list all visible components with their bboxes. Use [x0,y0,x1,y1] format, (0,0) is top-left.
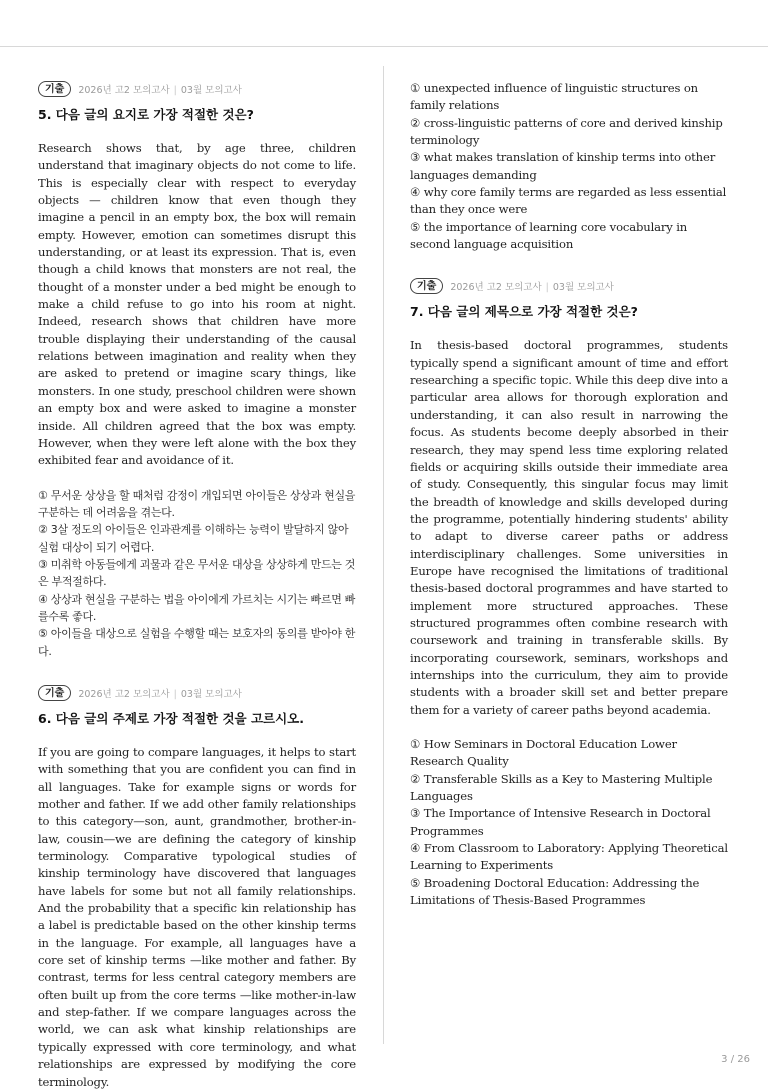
exam-month: 03월 모의고사 [180,85,242,96]
column-divider [383,66,384,1044]
answer-choice[interactable]: ② cross-linguistic patterns of core and derived kinship terminology [410,115,723,148]
answer-choice[interactable]: ③ 미취학 아동들에게 괴물과 같은 무서운 대상을 상상하게 만드는 것은 부적절하다. [38,557,356,589]
question-title: 5. 다음 글의 요지로 가장 적절한 것은? [38,107,254,122]
right-column [410,80,728,909]
answer-choice[interactable]: ⑤ the importance of learning core vocabulary in second language acquisition [410,219,688,252]
exam-source: 2026년 고2 모의고사 | 03월 모의고사 [78,85,242,96]
question-source-line [38,684,356,702]
question-6 [38,684,356,1091]
answer-choice[interactable]: ④ why core family terms are regarded as less essential than they once were [410,185,727,217]
answer-choice[interactable]: ④ From Classroom to Laboratory: Applying Theoretical Learning to Experiments [410,841,728,873]
left-column [38,80,356,1091]
exam-year-grade: 2026년 고2 모의고사 [78,688,170,700]
question-source-line [38,80,356,98]
past-exam-tag: 기출 [410,278,443,294]
answer-choices [38,487,356,660]
question-title: 7. 다음 글의 제목으로 가장 적절한 것은? [410,304,638,320]
answer-choices [410,736,728,909]
question-passage: If you are going to compare languages, it helps to start with something that you are confident you can find in all languages. Take for example signs or words for mother and father. If we add other family relationships to this category—son, aunt, grandmother, brother-in-law, cousin—we are defining the category of kinship terminology. Comparative typological studies of kinship terminology have discovered that languages have labels for some but not all family relationships. And the probability that a specific kin relationship has a label is predictable based on the other kinship terms in the language. For example, all languages have a core set of kinship terms —like mother and father. By contrast, terms for less central category members are often built up from the core terms —like mother-in-law and step-father. If we compare languages across the world, we can ask what kinship relationships are typically expressed with core terminology, and what relationships are expressed by modifying the core terminology. [38,744,356,1089]
answer-choice[interactable]: ⑤ 아이들을 대상으로 실험을 수행할 때는 보호자의 동의를 받아야 한다. [38,627,356,658]
answer-choice[interactable]: ③ what makes translation of kinship terms into other languages demanding [410,150,716,182]
answer-choice[interactable]: ① 무서운 상상을 할 때처럼 감정이 개입되면 아이들은 상상과 현실을 구분하는 데 어려움을 겪는다. [38,488,356,519]
answer-choice[interactable]: ③ The Importance of Intensive Research in Doctoral Programmes [410,806,711,838]
exam-year-grade: 2026년 고2 모의고사 [78,85,170,96]
question-title: 6. 다음 글의 주제로 가장 적절한 것을 고르시오. [38,710,305,726]
question-source-line [410,277,728,295]
past-exam-tag: 기출 [38,81,71,97]
answer-choice[interactable]: ② Transferable Skills as a Key to Mastering Multiple Languages [410,771,713,804]
answer-choice[interactable]: ① How Seminars in Doctoral Education Lower Research Quality [410,737,677,769]
exam-month: 03월 모의고사 [552,282,614,294]
answer-choice[interactable]: ② 3살 정도의 아이들은 인과관계를 이해하는 능력이 발달하지 않아 실험 대상이 되기 어렵다. [38,523,349,554]
exam-year-grade: 2026년 고2 모의고사 [450,282,542,294]
answer-choice[interactable]: ④ 상상과 현실을 구분하는 법을 아이에게 가르치는 시기는 빠르면 빠를수록 좋다. [38,592,356,623]
past-exam-tag: 기출 [38,685,71,701]
question-passage: In thesis-based doctoral programmes, students typically spend a significant amount of time and effort researching a specific topic. While this deep dive into a particular area allows for thorough exploration and understanding, it can also result in narrowing the focus. As students become deeply absorbed in their research, they may spend less time exploring related fields or acquiring skills outside their immediate area of study. Consequently, this singular focus may limit the breadth of knowledge and skills developed during the programme, potentially hindering students' ability to adapt to diverse career paths or address interdisciplinary challenges. Some universities in Europe have recognised the limitations of traditional thesis-based doctoral programmes and have started to implement more structured approaches. These structured programmes often combine research with coursework and training in transferable skills. By incorporating coursework, seminars, workshops and internships into the curriculum, they aim to provide students with a broader skill set and better prepare them for a variety of career paths beyond academia. [410,338,728,717]
answer-choices-q6 [410,80,728,253]
question-5 [38,80,356,660]
answer-choice[interactable]: ⑤ Broadening Doctoral Education: Addressing the Limitations of Thesis-Based Programmes [410,875,700,908]
exam-source: 2026년 고2 모의고사 | 03월 모의고사 [450,282,614,294]
page-number: 3 / 26 [721,1054,750,1065]
header-rule [0,46,768,47]
exam-source: 2026년 고2 모의고사 | 03월 모의고사 [78,688,242,700]
answer-choice[interactable]: ① unexpected influence of linguistic structures on family relations [410,81,698,113]
question-passage: Research shows that, by age three, children understand that imaginary objects do not come to life. This is especially clear with respect to everyday objects — children know that even though they imagine a pencil in an empty box, the box will remain empty. However, emotion can sometimes disrupt this understanding, or at least its expression. That is, even though a child knows that monsters are not real, the thought of a monster under a bed might be enough to make a child refuse to go into his room at night. Indeed, research shows that children have more trouble displaying their understanding of the causal relations between imagination and reality when they are asked to pretend or imagine scary things, like monsters. In one study, preschool children were shown an empty box and were asked to imagine a monster inside. All children agreed that the box was empty. However, when they were left alone with the box they exhibited fear and avoidance of it. [38,141,356,468]
question-7 [410,277,728,909]
exam-month: 03월 모의고사 [180,688,242,700]
